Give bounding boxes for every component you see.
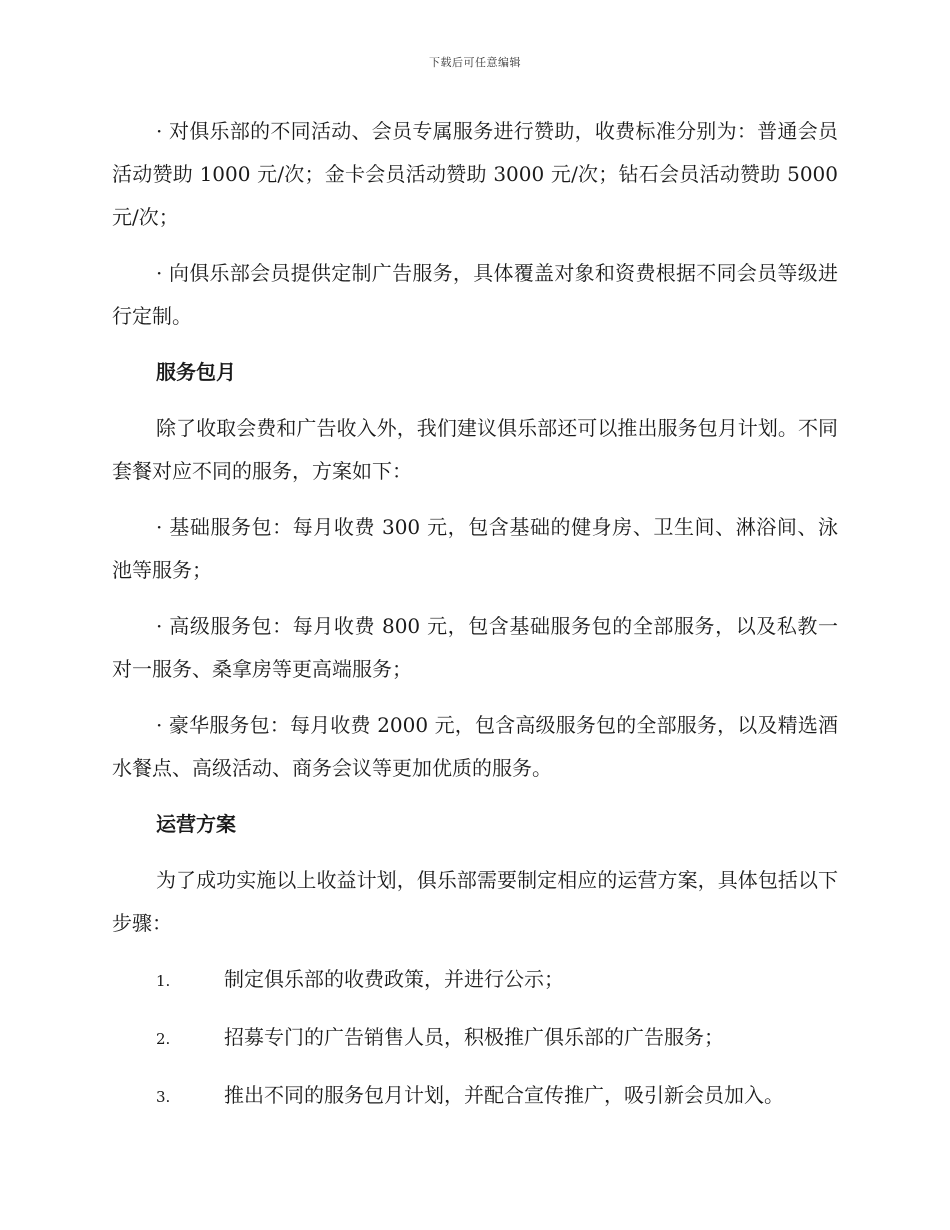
section-heading-operations: 运营方案 bbox=[156, 812, 236, 836]
step-item bbox=[112, 1074, 838, 1119]
bullet-luxury-package: · 豪华服务包：每月收费 2000 元，包含高级服务包的全部服务，以及精选酒水餐点、高级活动、商务会议等更加优质的服务。 bbox=[112, 713, 838, 780]
step-text: 招募专门的广告销售人员，积极推广俱乐部的广告服务； bbox=[224, 1025, 724, 1049]
step-number: 1. bbox=[156, 972, 171, 990]
step-text: 制定俱乐部的收费政策，并进行公示； bbox=[224, 967, 564, 991]
page-header: 下载后可任意编辑 bbox=[429, 56, 521, 69]
service-intro-paragraph: 除了收取会费和广告收入外，我们建议俱乐部还可以推出服务包月计划。不同套餐对应不同的服务，方案如下： bbox=[112, 416, 838, 483]
bullet-advanced-package: · 高级服务包：每月收费 800 元，包含基础服务包的全部服务，以及私教一对一服务、桑拿房等更高端服务； bbox=[112, 614, 838, 681]
step-item bbox=[112, 958, 838, 1003]
step-text: 推出不同的服务包月计划，并配合宣传推广，吸引新会员加入。 bbox=[224, 1083, 784, 1107]
bullet-basic-package: · 基础服务包：每月收费 300 元，包含基础的健身房、卫生间、淋浴间、泳池等服务； bbox=[112, 515, 838, 582]
bullet-sponsorship: · 对俱乐部的不同活动、会员专属服务进行赞助，收费标准分别为：普通会员活动赞助 1000 元/次；金卡会员活动赞助 3000 元/次；钻石会员活动赞助 5000 元/次； bbox=[112, 119, 838, 229]
step-item bbox=[112, 1016, 838, 1061]
section-heading-service: 服务包月 bbox=[156, 360, 236, 384]
step-number: 2. bbox=[156, 1030, 171, 1048]
operations-intro-paragraph: 为了成功实施以上收益计划，俱乐部需要制定相应的运营方案，具体包括以下步骤： bbox=[112, 868, 838, 935]
bullet-custom-ads: · 向俱乐部会员提供定制广告服务，具体覆盖对象和资费根据不同会员等级进行定制。 bbox=[112, 261, 838, 328]
document-body bbox=[112, 110, 838, 1132]
step-number: 3. bbox=[156, 1088, 171, 1106]
